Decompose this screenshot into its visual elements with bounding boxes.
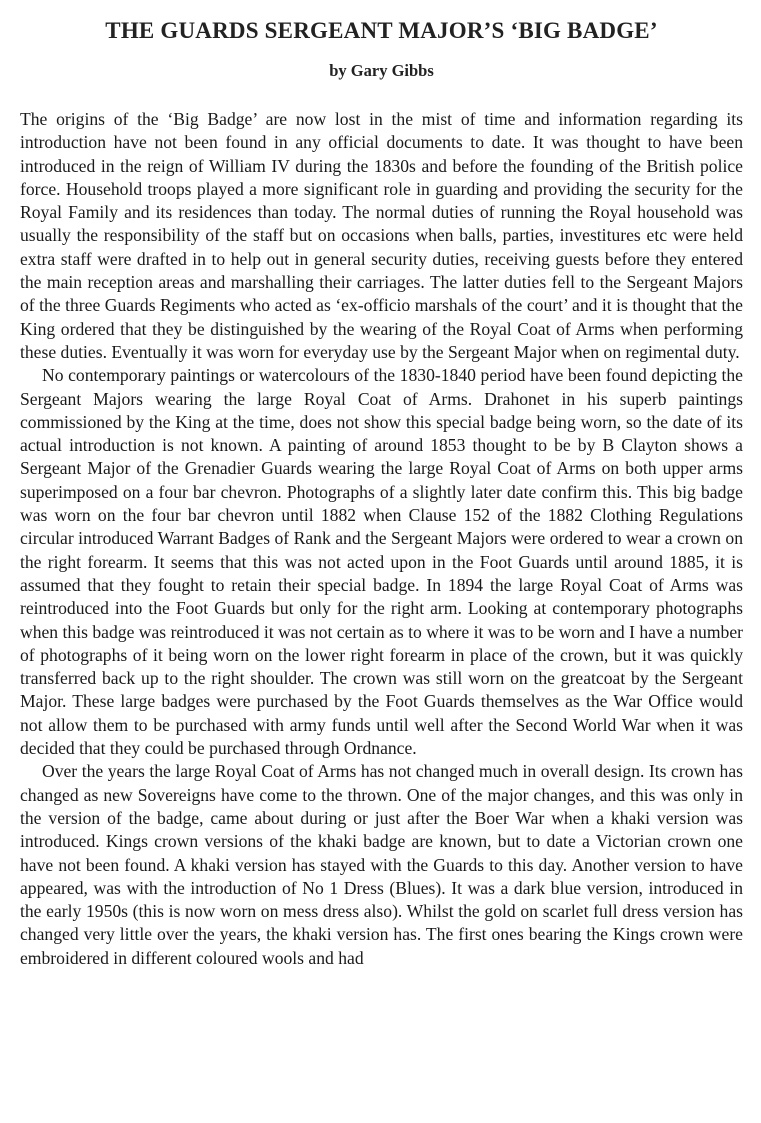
body-paragraph: The origins of the ‘Big Badge’ are now lost in the mist of time and information regarding its introduction have not been found in any official documents to date. It was thought to have been introduced in the reign of William IV during the 1830s and before the founding of the British police force. Household troops played a more significant role in guarding and providing the security for the Royal Family and its residences than today. The normal duties of running the Royal household was usually the responsibility of the staff but on occasions when balls, parties, investitures etc were held extra staff were drafted in to help out in general security duties, receiving guests before they entered the main reception areas and marshalling their carriages. The latter duties fell to the Sergeant Majors of the three Guards Regiments who acted as ‘ex-officio marshals of the court’ and it is thought that the King ordered that they be distinguished by the wearing of the Royal Coat of Arms when performing these duties. Eventually it was worn for everyday use by the Sergeant Major when on regimental duty.	[20, 109, 743, 362]
body-paragraph: Over the years the large Royal Coat of Arms has not changed much in overall design. Its crown has changed as new Sovereigns have come to the thrown. One of the major changes, and this was only in the version of the badge, came about during or just after the Boer War when a khaki version was introduced. Kings crown versions of the khaki badge are known, but to date a Victorian crown one have not been found. A khaki version has stayed with the Guards to this day. Another version to have appeared, was with the introduction of No 1 Dress (Blues). It was a dark blue version, introduced in the early 1950s (this is now worn on mess dress also). Whilst the gold on scarlet full dress version has changed very little over the years, the khaki version has. The first ones bearing the Kings crown were embroidered in different coloured wools and had	[20, 761, 743, 968]
article-title: THE GUARDS SERGEANT MAJOR’S ‘BIG BADGE’	[105, 18, 658, 43]
article-body	[20, 108, 743, 970]
article-byline: by Gary Gibbs	[329, 61, 434, 80]
body-paragraph: No contemporary paintings or watercolours of the 1830-1840 period have been found depicting the Sergeant Majors wearing the large Royal Coat of Arms. Drahonet in his superb paintings commissioned by the King at the time, does not show this special badge being worn, so the date of its actual introduction is not known. A painting of around 1853 thought to be by B Clayton shows a Sergeant Major of the Grenadier Guards wearing the large Royal Coat of Arms on both upper arms superimposed on a four bar chevron. Photographs of a slightly later date confirm this. This big badge was worn on the four bar chevron until 1882 when Clause 152 of the 1882 Clothing Regulations circular introduced Warrant Badges of Rank and the Sergeant Majors were ordered to wear a crown on the right forearm. It seems that this was not acted upon in the Foot Guards until around 1885, it is assumed that they fought to retain their special badge. In 1894 the large Royal Coat of Arms was reintroduced into the Foot Guards but only for the right arm. Looking at contemporary photographs when this badge was reintroduced it was not certain as to where it was to be worn and I have a number of photographs of it being worn on the lower right forearm in place of the crown, but it was quickly transferred back up to the right shoulder. The crown was still worn on the greatcoat by the Sergeant Major. These large badges were purchased by the Foot Guards themselves as the War Office would not allow them to be purchased with army funds until well after the Second World War when it was decided that they could be purchased through Ordnance.	[20, 365, 743, 759]
